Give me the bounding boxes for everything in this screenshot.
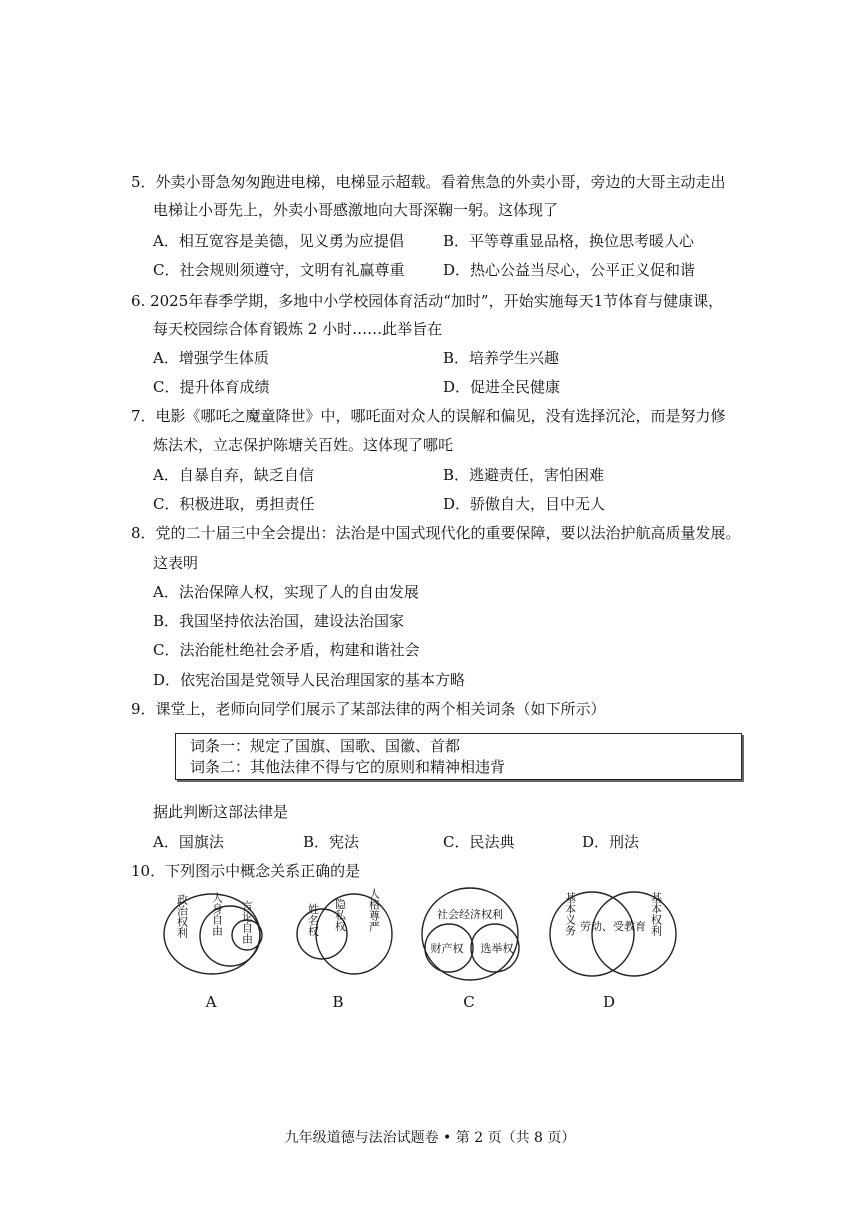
q9-stem: 9．课堂上，老师向同学们展示了某部法律的两个相关词条（如下所示） bbox=[131, 700, 606, 718]
q6-option-b: B．培养学生兴趣 bbox=[443, 349, 560, 367]
q8-stem-line2: 这表明 bbox=[153, 554, 199, 572]
q6-option-c: C．提升体育成绩 bbox=[153, 378, 270, 396]
q5-stem-line1: 5．外卖小哥急匆匆跑进电梯，电梯显示超载。看着焦急的外卖小哥，旁边的大哥主动走出 bbox=[131, 173, 726, 191]
diagram-a-mid-label: 人身自由 bbox=[210, 892, 224, 936]
q5-option-a: A．相互宽容是美德，见义勇为应提倡 bbox=[153, 232, 404, 250]
q8-option-d: D．依宪治国是党领导人民治理国家的基本方略 bbox=[153, 671, 466, 689]
diagram-d-right-label: 基本权利 bbox=[649, 892, 663, 936]
q9-term-2: 词条二：其他法律不得与它的原则和精神相违背 bbox=[190, 758, 506, 776]
diagram-c-outer-circle bbox=[422, 888, 518, 980]
q6-stem-line1: 6. 2025年春季学期，多地中小学校园体育活动“加时”，开始实施每天1节体育与健康课， bbox=[131, 292, 724, 310]
diagram-label-a: A bbox=[205, 993, 217, 1011]
q5-option-d: D．热心公益当尽心，公平正义促和谐 bbox=[443, 261, 696, 279]
q8-option-a: A．法治保障人权，实现了人的自由发展 bbox=[153, 583, 419, 601]
q9-follow: 据此判断这部法律是 bbox=[153, 803, 289, 821]
q6-option-a: A．增强学生体质 bbox=[153, 349, 269, 367]
q9-option-d: D．刑法 bbox=[582, 833, 640, 851]
q9-option-c: C．民法典 bbox=[443, 833, 515, 851]
q7-option-d: D．骄傲自大，目中无人 bbox=[443, 495, 606, 513]
q7-option-a: A．自暴自弃，缺乏自信 bbox=[153, 466, 314, 484]
q6-option-d: D．促进全民健康 bbox=[443, 378, 561, 396]
page-footer: 九年级道德与法治试题卷 • 第 2 页（共 8 页） bbox=[284, 1130, 576, 1146]
q9-term-1: 词条一：规定了国旗、国歌、国徽、首都 bbox=[190, 737, 461, 755]
q10-diagrams bbox=[150, 880, 710, 990]
q5-option-c: C．社会规则须遵守，文明有礼赢尊重 bbox=[153, 261, 405, 279]
q8-option-b: B．我国坚持依法治国，建设法治国家 bbox=[153, 612, 405, 630]
q5-option-b: B．平等尊重显品格，换位思考暖人心 bbox=[443, 232, 695, 250]
diagram-b-left-label: 姓名权 bbox=[306, 903, 320, 937]
q7-option-b: B．逃避责任，害怕困难 bbox=[443, 466, 605, 484]
diagram-label-c: C bbox=[463, 993, 475, 1011]
q7-stem-line1: 7．电影《哪吒之魔童降世》中，哪吒面对众人的误解和偏见，没有选择沉沦，而是努力修 bbox=[131, 407, 726, 425]
diagram-label-d: D bbox=[602, 993, 616, 1011]
diagram-b-right-label: 人格尊严 bbox=[367, 888, 381, 932]
diagram-c-top-label: 社会经济权利 bbox=[437, 908, 503, 921]
q8-stem-line1: 8．党的二十届三中全会提出：法治是中国式现代化的重要保障，要以法治护航高质量发展。 bbox=[131, 524, 741, 542]
diagram-c-left-label: 财产权 bbox=[430, 942, 464, 955]
diagram-d-center-label: 劳动、受教育 bbox=[580, 920, 646, 933]
q9-option-b: B．宪法 bbox=[303, 833, 360, 851]
q6-stem-line2: 每天校园综合体育锻炼 2 小时……此举旨在 bbox=[153, 320, 443, 338]
q7-option-c: C．积极进取，勇担责任 bbox=[153, 495, 315, 513]
diagram-a-inner-label: 言论自由 bbox=[240, 900, 254, 944]
diagram-b-right-circle bbox=[316, 894, 392, 974]
diagram-d-left-label: 基本义务 bbox=[563, 892, 577, 936]
q9-option-a: A．国旗法 bbox=[153, 833, 224, 851]
diagram-a-outer-label: 政治权利 bbox=[175, 894, 189, 938]
q9-term-box bbox=[175, 733, 742, 780]
diagram-b-mid-label: 隐私权 bbox=[333, 898, 347, 932]
diagram-label-b: B bbox=[332, 993, 344, 1011]
q8-option-c: C．法治能杜绝社会矛盾，构建和谐社会 bbox=[153, 641, 420, 659]
q5-stem-line2: 电梯让小哥先上，外卖小哥感激地向大哥深鞠一躬。这体现了 bbox=[153, 201, 559, 219]
diagram-c-right-label: 选举权 bbox=[480, 942, 514, 955]
q7-stem-line2: 炼法术，立志保护陈塘关百姓。这体现了哪吒 bbox=[153, 436, 454, 454]
q10-stem: 10．下列图示中概念关系正确的是 bbox=[131, 862, 361, 880]
